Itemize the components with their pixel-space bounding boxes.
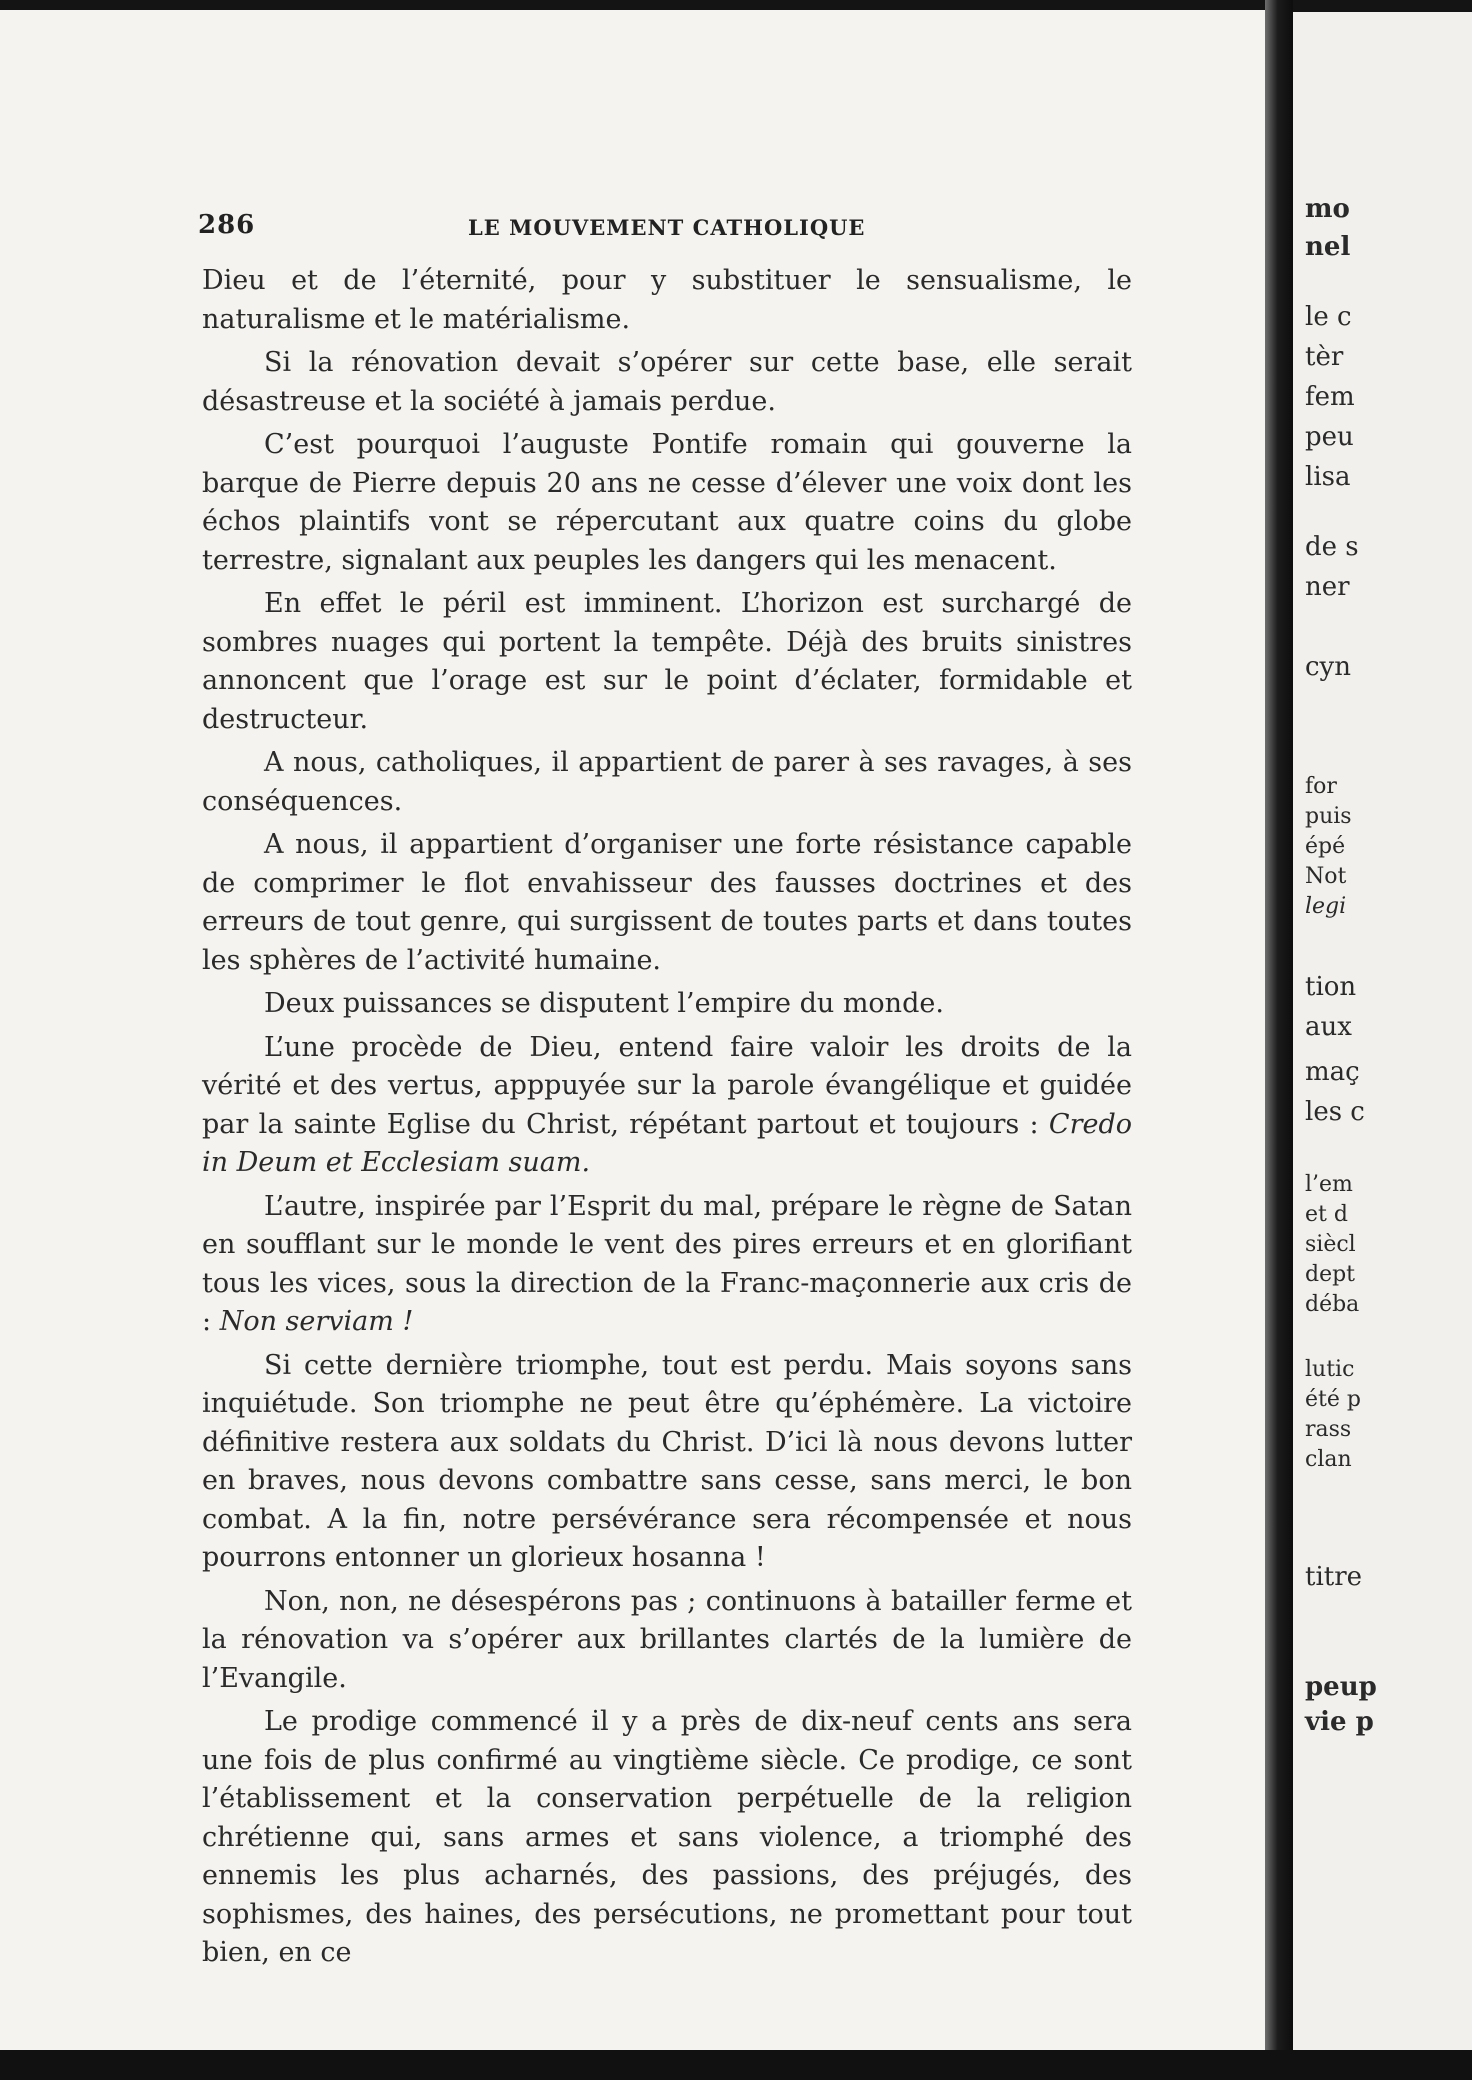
paragraph	[202, 1029, 1132, 1183]
right-fragment: dept	[1305, 1262, 1356, 1287]
paragraph: Le prodige commencé il y a près de dix-neuf cents ans sera une fois de plus confirmé au vingtième siècle. Ce prodige, ce sont l’établissement et la conservation perpétuelle de la religion chrétienne qui, sans armes et sans violence, a triomphé des ennemis les plus acharnés, des passions, des préjugés, des sophismes, des haines, des persécutions, ne promettant pour tout bien, en ce	[202, 1706, 1132, 1968]
right-fragment: l’em	[1305, 1172, 1353, 1197]
right-fragment: tèr	[1305, 342, 1344, 372]
page-header	[198, 210, 1138, 240]
paragraph-text: L’une procède de Dieu, entend faire valoir les droits de la vérité et des vertus, apppuyée sur la parole évangélique et guidée par la sainte Eglise du Christ, répétant partout et toujours :	[202, 1031, 1132, 1140]
paragraph: A nous, catholiques, il appartient de parer à ses ravages, à ses conséquences.	[202, 747, 1132, 817]
right-fragment: tion	[1305, 972, 1357, 1002]
right-fragment: legi	[1305, 894, 1347, 919]
right-fragment: Not	[1305, 864, 1347, 889]
right-fragment: lisa	[1305, 462, 1351, 492]
running-title: LE MOUVEMENT CATHOLIQUE	[468, 215, 866, 240]
paragraph: A nous, il appartient d’organiser une forte résistance capable de comprimer le flot envahisseur des fausses doctrines et des erreurs de tout genre, qui surgissent de toutes parts et dans toutes les sphères de l’activité humaine.	[202, 829, 1132, 976]
right-fragment: de s	[1305, 532, 1359, 562]
page-number: 286	[198, 210, 256, 240]
right-fragment: titre	[1305, 1562, 1363, 1592]
paragraph: C’est pourquoi l’auguste Pontife romain qui gouverne la barque de Pierre depuis 20 ans ne cesse d’élever une voix dont les échos plaintifs vont se répercutant aux quatre coins du globe terrestre, signalant aux peuples les dangers qui les menacent.	[202, 429, 1132, 576]
right-fragment: été p	[1305, 1387, 1361, 1412]
right-fragment: aux	[1305, 1012, 1352, 1042]
right-fragment: cyn	[1305, 652, 1351, 682]
right-fragment: le c	[1305, 302, 1352, 332]
paragraph	[202, 1188, 1132, 1342]
right-fragment: mo	[1305, 194, 1350, 224]
scanner-edge	[0, 2050, 1472, 2080]
paragraph: Dieu et de l’éternité, pour y substituer le sensualisme, le naturalisme et le matérialisme.	[202, 265, 1132, 335]
right-fragment: rass	[1305, 1417, 1352, 1442]
body-text	[202, 262, 1132, 1978]
right-fragment: lutic	[1305, 1357, 1355, 1382]
paragraph: Deux puissances se disputent l’empire du monde.	[264, 988, 944, 1019]
right-fragment: for	[1305, 774, 1337, 799]
right-fragment: clan	[1305, 1447, 1352, 1472]
latin-quote: Non serviam !	[219, 1306, 414, 1337]
right-fragment: maç	[1305, 1057, 1360, 1087]
right-fragment: peu	[1305, 422, 1354, 452]
paragraph: Si cette dernière triomphe, tout est perdu. Mais soyons sans inquiétude. Son triomphe ne peut être qu’éphémère. La victoire définitive restera aux soldats du Christ. D’ici là nous devons lutter en braves, nous devons combattre sans cesse, sans merci, le bon combat. A la fin, notre persévérance sera récompensée et nous pourrons entonner un glorieux hosanna !	[202, 1349, 1132, 1573]
right-fragment: puis	[1305, 804, 1352, 829]
right-fragment: siècl	[1305, 1232, 1356, 1257]
paragraph: Non, non, ne désespérons pas ; continuons à batailler ferme et la rénovation va s’opérer aux brillantes clartés de la lumière de l’Evangile.	[202, 1585, 1132, 1694]
right-fragment: fem	[1305, 382, 1355, 412]
right-fragment: déba	[1305, 1292, 1360, 1317]
paragraph-text: L’autre, inspirée par l’Esprit du mal, prépare le règne de Satan en soufflant sur le monde le vent des pires erreurs et en glorifiant tous les vices, sous la direction de la Franc-maçonnerie aux cris de :	[202, 1190, 1132, 1337]
book-gutter	[1265, 0, 1293, 2080]
latin-quote: Credo in Deum et Ecclesiam suam.	[202, 1108, 1132, 1178]
paragraph: Si la rénovation devait s’opérer sur cette base, elle serait désastreuse et la société à jamais perdue.	[202, 347, 1132, 417]
right-fragment: ner	[1305, 572, 1350, 602]
right-fragment: vie p	[1305, 1707, 1374, 1737]
right-fragment: les c	[1305, 1097, 1365, 1127]
right-page	[1293, 12, 1472, 2052]
right-fragment: nel	[1305, 232, 1351, 262]
paragraph: En effet le péril est imminent. L’horizon est surchargé de sombres nuages qui portent la tempête. Déjà des bruits sinistres annoncent que l’orage est sur le point d’éclater, formidable et destructeur.	[202, 588, 1132, 735]
right-fragment: épé	[1305, 834, 1346, 859]
right-fragment: et d	[1305, 1202, 1348, 1227]
right-fragment: peup	[1305, 1672, 1377, 1702]
